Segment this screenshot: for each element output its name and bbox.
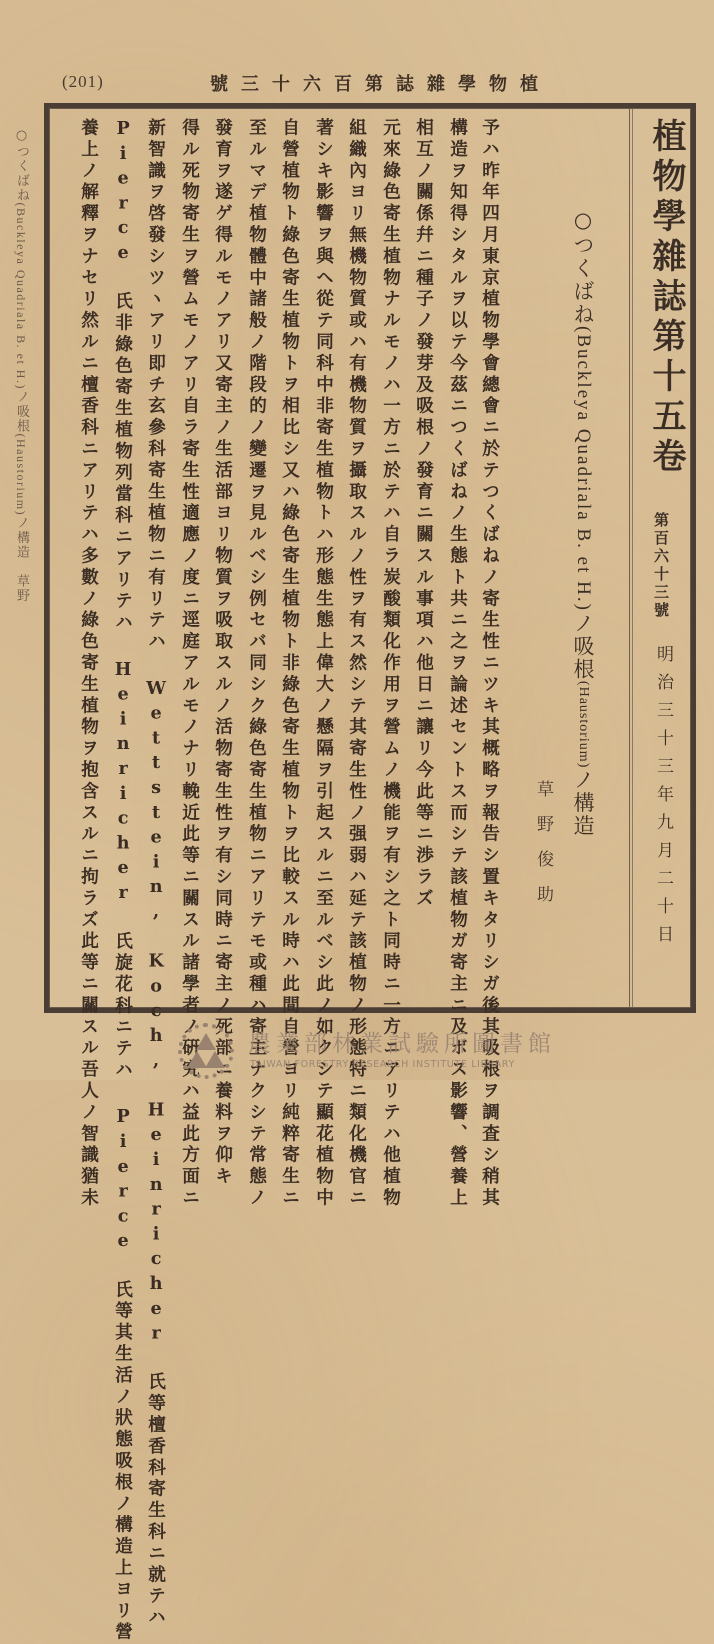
article-title-latin2: (Haustorium): [576, 680, 591, 769]
running-head-title: 號三十六百第誌雜學物植: [210, 74, 551, 95]
body-line-4: 元來綠色寄生植物ナルモノハ一方ニ於テハ自ラ炭酸類化作用ヲ營ムノ機能ヲ有シ之ト同時ニ一方ニアリテハ他植物: [380, 118, 402, 1210]
page-number: (201): [62, 72, 104, 91]
body-line-1: 予ハ昨年四月東京植物學會總會ニ於テつくばねノ寄生性ニツキ其概略ヲ報告シ置キタリシガ後其吸根ヲ調査シ稍其: [479, 118, 501, 1210]
masthead-divider: [629, 109, 630, 1007]
publication-date: 明治三十三年九月二十日: [653, 645, 673, 953]
margin-note-latin2: (Haustorium): [14, 433, 28, 517]
body-line-8: 至ルマデ植物體中諸般ノ階段的ノ變遷ヲ見ルベシ例セバ同シク綠色寄生植物ニアリテモ或種ハ寄主ナクシテ常態ノ: [246, 118, 268, 1210]
body-line-5: 組織內ヨリ無機物質或ハ有機物質ヲ攝取スルノ性ヲ有ス然シテ其寄生性ノ强弱ハ延テ該植物ノ形態特ニ類化機官ニ: [346, 118, 368, 1210]
article-title-mid: ノ吸根: [571, 611, 595, 681]
running-head: [40, 70, 680, 98]
body-line-6: 著シキ影響ヲ與ヘ從テ同科中非寄生植物トハ形態生態上偉大ノ懸隔ヲ引起スルニ至ルベシ此ノ如クシテ顯花植物中: [313, 118, 335, 1210]
issue-number: 第百六十三號: [652, 512, 670, 620]
article-title-suffix: ノ構造: [571, 768, 595, 838]
author: 草野俊助: [533, 780, 553, 920]
library-name-chinese: 農業部林業試驗所圖書館: [248, 1031, 556, 1057]
margin-note-suffix: ノ構造 草野: [14, 516, 29, 604]
margin-note-mid: ノ吸根: [14, 389, 29, 434]
margin-note-prefix: ○つくばね: [14, 128, 29, 203]
article-title: [568, 208, 599, 837]
body-line-7: 自營植物ト綠色寄生植物トヲ相比シ又ハ綠色寄生植物ト非綠色寄生植物トヲ比較スル時ハ此間自營ヨリ純粹寄生ニ: [279, 118, 301, 1210]
article-title-prefix: ○つくばね: [571, 208, 595, 326]
masthead-divider-2: [632, 109, 633, 1007]
journal-title: 植物學雜誌第十五卷: [646, 118, 686, 478]
body-line-11: 新智識ヲ啓發シツヽアリ即チ玄參科寄生植物ニ有リテハ Wettstein, Koch, Heinricher 氏等檀香科寄生科ニ就テハ: [145, 118, 167, 1629]
margin-running-title: [12, 128, 32, 603]
margin-note-latin: (Buckleya Quadriala B. et H.): [14, 202, 28, 390]
body-line-13: 養上ノ解釋ヲナセリ然ルニ檀香科ニアリテハ多數ノ綠色寄生植物ヲ抱含スルニ拘ラズ此等ニ關スル吾人ノ智識猶未: [78, 118, 100, 1210]
library-stamp: [178, 1023, 568, 1079]
body-line-2: 構造ヲ知得シタルヲ以テ今茲ニつくばねノ生態ト共ニ之ヲ論述セントス而シテ該植物ガ寄主ニ及ボス影響、營養上: [447, 118, 469, 1210]
body-line-12: Pierce 氏非綠色寄生植物列當科ニアリテハ Heinricher 氏旋花科ニテハ Pierce 氏等其生活ノ狀態吸根ノ構造上ヨリ營: [112, 118, 134, 1644]
library-emblem-icon: [178, 1023, 234, 1079]
article-title-latin: (Buckleya Quadriala B. et H.): [573, 326, 594, 612]
body-line-3: 相互ノ關係幷ニ種子ノ發芽及吸根ノ發育ニ關スル事項ハ他日ニ讓リ今此等ニ渉ラズ: [413, 118, 435, 910]
body-line-10: 得ル死物寄生ヲ營ムモノアリ自ラ寄生性適應ノ度ニ逕庭アルモノナリ輓近此等ニ關スル諸學者ノ硏究ハ益此方面ニ: [179, 118, 201, 1210]
body-line-9: 發育ヲ遂ゲ得ルモノアリ又寄主ノ生活部ヨリ物質ヲ吸取スルノ活物寄生性ヲ有シ同時ニ寄主ノ死部ニ養料ヲ仰キ: [212, 118, 234, 1188]
library-name-english: TAIWAN FORESTRY RESEARCH INSTITUTE LIBRARY: [250, 1059, 515, 1070]
